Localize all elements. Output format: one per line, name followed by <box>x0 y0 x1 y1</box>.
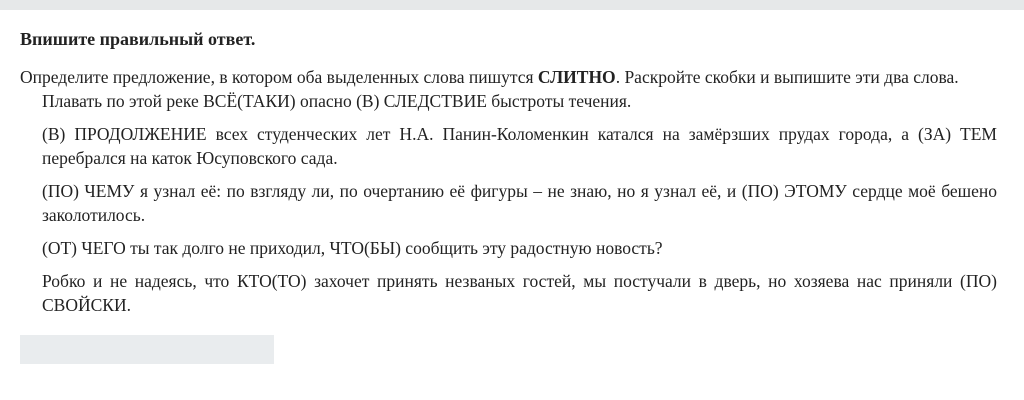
top-bar <box>0 0 1024 10</box>
task-instruction <box>20 66 1004 88</box>
instruction-emphasis: СЛИТНО <box>537 67 616 87</box>
task-container <box>0 28 1024 364</box>
options-list <box>20 89 1004 317</box>
instruction-text-after: . Раскройте скобки и выпишите эти два слова. <box>615 67 959 87</box>
option-3: (ПО) ЧЕМУ я узнал её: по взгляду ли, по очертанию её фигуры – не знаю, но я узнал её, и (ПО) ЭТОМУ сердце моё бешено заколотилось. <box>42 181 997 225</box>
option-5: Робко и не надеясь, что КТО(ТО) захочет принять незваных гостей, мы постучали в дверь, но хозяева нас приняли (ПО) СВОЙСКИ. <box>42 271 997 315</box>
task-heading: Впишите правильный ответ. <box>20 29 256 49</box>
option-1: Плавать по этой реке ВСЁ(ТАКИ) опасно (В) СЛЕДСТВИЕ быстроты течения. <box>42 91 632 111</box>
option-2: (В) ПРОДОЛЖЕНИЕ всех студенческих лет Н.А. Панин-Коломенкин катался на замёрзших прудах города, а (ЗА) ТЕМ перебрался на каток Юсуповского сада. <box>42 124 997 168</box>
answer-input[interactable] <box>20 335 274 364</box>
option-4: (ОТ) ЧЕГО ты так долго не приходил, ЧТО(БЫ) сообщить эту радостную новость? <box>42 238 663 258</box>
instruction-text-before: Определите предложение, в котором оба выделенных слова пишутся <box>20 67 538 87</box>
